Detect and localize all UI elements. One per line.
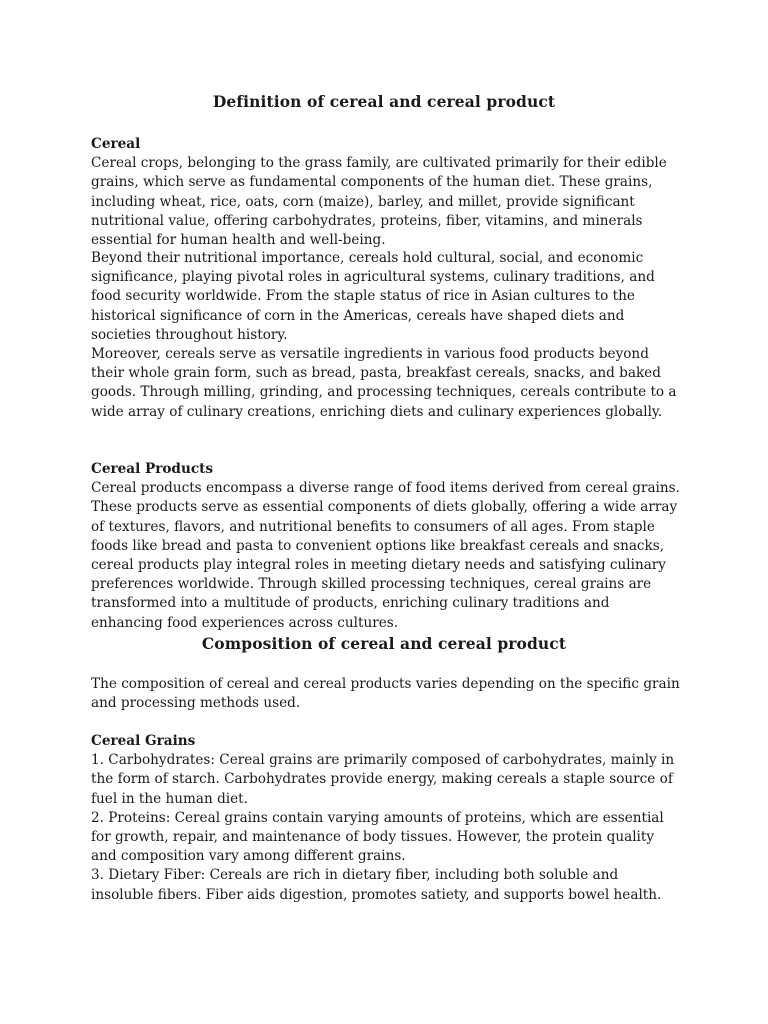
cereal-paragraph-2: Beyond their nutritional importance, cereals hold cultural, social, and economic significance, playing pivotal roles in agricultural systems, culinary traditions, and food security worldwide. From the staple status of rice in Asian cultures to the historical significance of corn in the Americas, cereals have shaped diets and societies throughout history. xyxy=(91,250,655,343)
section-title-composition: Composition of cereal and cereal product xyxy=(201,634,567,653)
cereal-products-paragraph: Cereal products encompass a diverse range of food items derived from cereal grains. These products serve as essential components of diets globally, offering a wide array of textures, flavors, and nutritional benefits to consumers of all ages. From staple foods like bread and pasta to convenient options like breakfast cereals and snacks, cereal products play integral roles in meeting dietary needs and satisfying culinary preferences worldwide. Through skilled processing techniques, cereal grains are transformed into a multitude of products, enriching culinary traditions and enhancing food experiences across cultures. xyxy=(91,480,680,631)
list-item-dietary-fiber: 3. Dietary Fiber: Cereals are rich in dietary fiber, including both soluble and insoluble fibers. Fiber aids digestion, promotes satiety, and supports bowel health. xyxy=(91,867,662,903)
cereal-paragraph-3-block xyxy=(91,345,681,422)
cereal-paragraph-3: Moreover, cereals serve as versatile ingredients in various food products beyond their whole grain form, such as bread, pasta, breakfast cereals, snacks, and baked goods. Through milling, grinding, and processing techniques, cereals contribute to a wide array of culinary creations, enriching diets and culinary experiences globally. xyxy=(91,346,677,420)
cereal-products-heading: Cereal Products xyxy=(91,461,214,477)
cereal-paragraph-2-block xyxy=(91,249,681,345)
cereal-products-section xyxy=(91,460,681,633)
list-item-proteins: 2. Proteins: Cereal grains contain varying amounts of proteins, which are essential for growth, repair, and maintenance of body tissues. However, the protein quality and composition vary among different grains. xyxy=(91,809,664,865)
cereal-grains-section xyxy=(91,732,681,905)
composition-intro: The composition of cereal and cereal products varies depending on the specific grain and processing methods used. xyxy=(91,676,680,712)
cereal-section xyxy=(91,135,681,250)
cereal-paragraph-1: Cereal crops, belonging to the grass family, are cultivated primarily for their edible grains, which serve as fundamental components of the human diet. These grains, including wheat, rice, oats, corn (maize), barley, and millet, provide significant nutritional value, offering carbohydrates, proteins, fiber, vitamins, and minerals essential for human health and well-being. xyxy=(91,155,667,249)
composition-intro-block xyxy=(91,675,681,713)
section-title-definition: Definition of cereal and cereal product xyxy=(212,92,556,111)
cereal-heading: Cereal xyxy=(91,136,141,152)
cereal-grains-heading: Cereal Grains xyxy=(91,733,196,749)
list-item-carbohydrates: 1. Carbohydrates: Cereal grains are primarily composed of carbohydrates, mainly in the form of starch. Carbohydrates provide energy, making cereals a staple source of fuel in the human diet. xyxy=(91,752,675,807)
